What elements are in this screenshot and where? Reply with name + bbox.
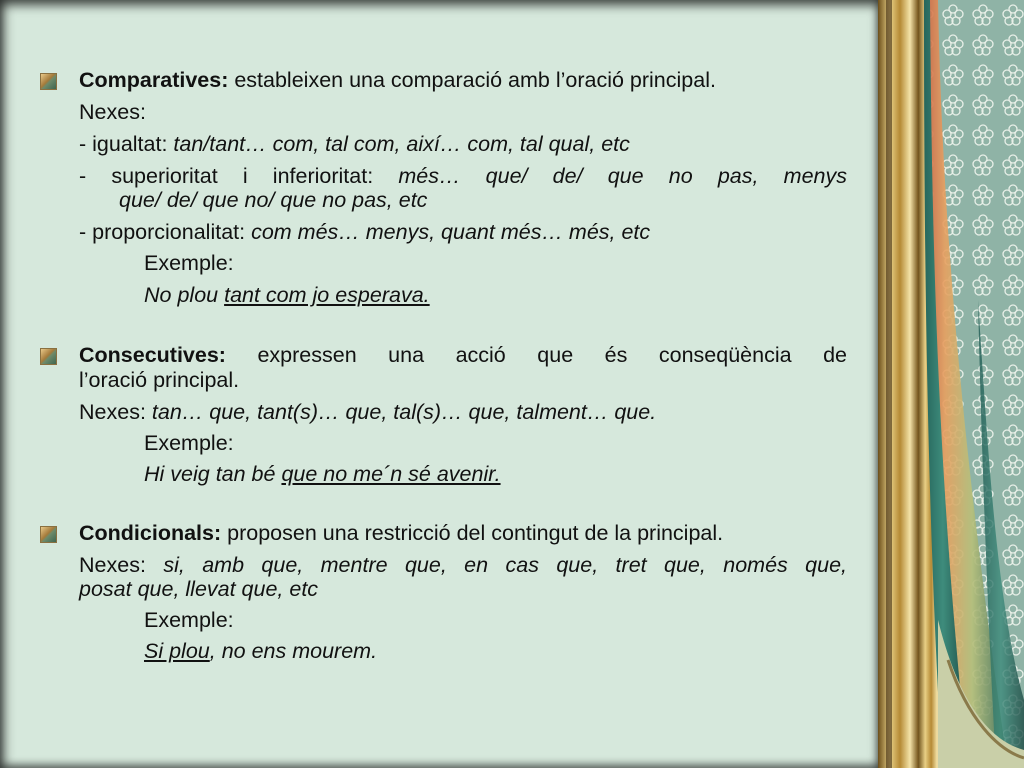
- comparatives-example-underlined: tant com jo esperava.: [224, 283, 430, 307]
- comparatives-igualtat-line: [79, 131, 847, 157]
- proporcionalitat-label: - proporcionalitat:: [79, 220, 252, 244]
- consecutives-heading-line: [79, 342, 847, 368]
- consecutives-nexes-items: tan… que, tant(s)… que, tal(s)… que, talment… que.: [151, 400, 657, 424]
- condicionals-nexes-items-first: si, amb que, mentre que, en cas que, tret que, només que,: [163, 553, 848, 577]
- proporcionalitat-items: com més… menys, quant més… més, etc: [251, 220, 651, 244]
- comparatives-example: [144, 282, 912, 308]
- comparatives-superioritat-continuation: [119, 187, 887, 213]
- consecutives-nexes-label: Nexes:: [79, 400, 152, 424]
- consecutives-title: Consecutives:: [79, 343, 226, 367]
- consecutives-example-plain: Hi veig tan bé: [144, 462, 282, 486]
- condicionals-example-plain: , no ens mourem.: [209, 639, 378, 663]
- condicionals-nexes-items-second: posat que, llevat que, etc: [79, 577, 319, 601]
- comparatives-exemple-label: Exemple:: [144, 251, 234, 275]
- condicionals-nexes-line: [79, 552, 847, 578]
- consecutives-example: [144, 461, 912, 487]
- bullet-icon: [40, 348, 57, 365]
- comparatives-description: estableixen una comparació amb l’oració principal.: [228, 68, 716, 92]
- condicionals-example-underlined: Si plou: [144, 639, 210, 663]
- condicionals-nexes-label: Nexes:: [79, 553, 164, 577]
- comparatives-nexes-label: Nexes:: [79, 100, 146, 124]
- superioritat-items-second: que/ de/ que no/ que no pas, etc: [119, 188, 428, 212]
- igualtat-items: tan/tant… com, tal com, així… com, tal qual, etc: [173, 132, 630, 156]
- bullet-icon: [40, 526, 57, 543]
- condicionals-example: [144, 638, 912, 664]
- comparatives-proporcionalitat-line: [79, 219, 847, 245]
- comparatives-superioritat-line: [79, 163, 847, 189]
- condicionals-description: proposen una restricció del contingut de la principal.: [221, 521, 724, 545]
- comparatives-heading-line: [79, 67, 847, 93]
- consecutives-example-underlined: que no me´n sé avenir.: [281, 462, 501, 486]
- condicionals-nexes-continuation: [79, 576, 847, 602]
- consecutives-nexes-line: [79, 399, 847, 425]
- superioritat-label: - superioritat i inferioritat:: [79, 164, 399, 188]
- condicionals-exemple-label: Exemple:: [144, 608, 234, 632]
- comparatives-title: Comparatives:: [79, 68, 229, 92]
- bullet-icon: [40, 73, 57, 90]
- consecutives-description-second: l’oració principal.: [79, 368, 240, 392]
- condicionals-title: Condicionals:: [79, 521, 222, 545]
- igualtat-label: - igualtat:: [79, 132, 174, 156]
- consecutives-exemple-label: Exemple:: [144, 431, 234, 455]
- consecutives-description-first: expressen una acció que és conseqüència de: [225, 343, 847, 367]
- condicionals-heading-line: [79, 520, 847, 546]
- comparatives-example-plain: No plou: [144, 283, 225, 307]
- superioritat-items-first: més… que/ de/ que no pas, menys: [398, 164, 847, 188]
